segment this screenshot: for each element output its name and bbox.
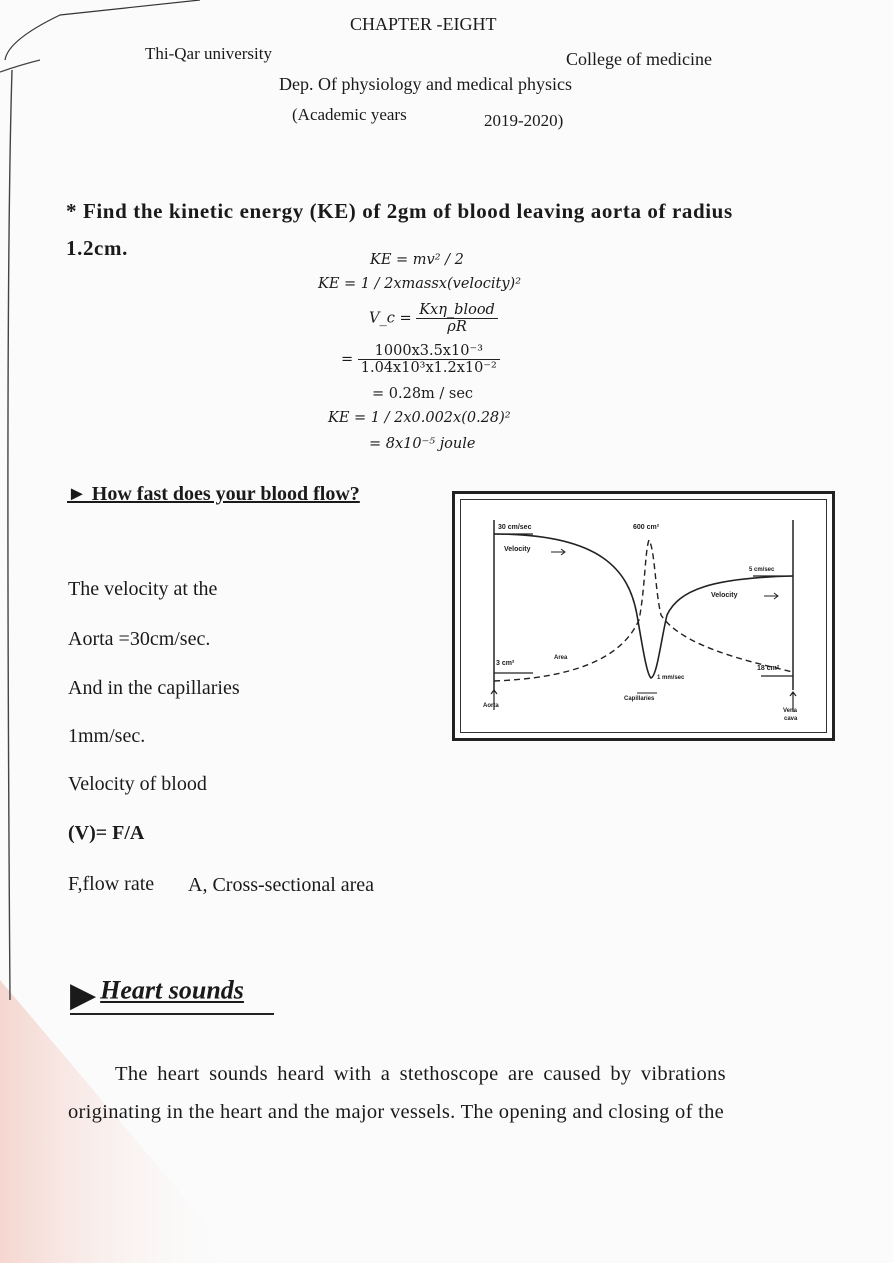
eq4-denominator: 1.04x10³x1.2x10⁻² [360,360,497,376]
label-velocity-right: Velocity [711,592,738,599]
label-3cm2: 3 cm² [496,660,515,667]
heart-sounds-para-2: originating in the heart and the major vessels. The opening and closing of the [68,1101,725,1123]
eq3-denominator: ρR [447,319,467,335]
label-velocity-left: Velocity [504,546,531,553]
label-30cm-sec: 30 cm/sec [498,524,532,531]
label-cava: cava [784,716,798,722]
heading-underline [70,1013,274,1015]
flow-line-3: And in the capillaries [68,677,240,699]
heart-sounds-title: Heart sounds [100,975,244,1005]
eq3-lhs: V_c = [369,310,412,327]
equation-velocity-result: = 0.28m / sec [372,386,474,402]
equation-ke-expanded: KE = 1 / 2xmassx(velocity)² [318,276,522,292]
area-label: A, Cross-sectional area [188,874,375,896]
equation-critical-velocity [369,302,498,335]
academic-label: (Academic years [292,105,407,124]
equation-substitution [341,343,500,376]
label-area: Area [554,655,568,661]
college-name: College of medicine [566,49,712,69]
flow-rate-label: F,flow rate [68,873,155,895]
question-line-1: * Find the kinetic energy (KE) of 2gm of blood leaving aorta of radius [66,199,733,223]
equals-sign: = [341,351,354,368]
chapter-title: CHAPTER -EIGHT [350,14,497,34]
question-line-2: 1.2cm. [66,236,128,260]
flow-line-5: Velocity of blood [68,773,207,795]
flow-line-1: The velocity at the [68,578,218,600]
equation-ke-result: = 8x10⁻⁵ joule [369,436,476,452]
heart-sounds-para-1: The heart sounds heard with a stethoscope are caused by vibrations [115,1063,726,1085]
label-600cm2: 600 cm² [633,524,660,531]
label-5cm-sec: 5 cm/sec [749,567,775,573]
eq4-fraction [358,343,500,376]
label-18cm2: 18 cm² [757,665,780,672]
flow-line-2: Aorta =30cm/sec. [68,628,211,650]
eq4-numerator: 1000x3.5x10⁻³ [358,343,500,360]
equation-ke-substituted: KE = 1 / 2x0.002x(0.28)² [328,410,511,426]
velocity-area-figure [452,491,835,741]
label-1mm-sec: 1 mm/sec [657,675,685,681]
university-name: Thi-Qar university [145,44,272,63]
flow-line-4: 1mm/sec. [68,725,146,747]
academic-years: 2019-2020) [484,111,564,130]
eq3-fraction [416,302,498,335]
label-vena: Vena [783,708,798,714]
figure-frame [460,499,827,733]
department-name: Dep. Of physiology and medical physics [279,74,572,94]
label-aorta: Aorta [483,703,499,709]
label-capillaries: Capillaries [624,696,655,702]
blood-flow-heading: ► How fast does your blood flow? [67,483,360,505]
heart-sounds-heading [70,975,244,1015]
eq3-numerator: Kxη_blood [416,302,498,319]
triangle-bullet-icon: ▶ [70,977,97,1014]
flow-line-6: (V)= F/A [68,822,145,844]
equation-ke: KE = mv² / 2 [370,252,464,268]
